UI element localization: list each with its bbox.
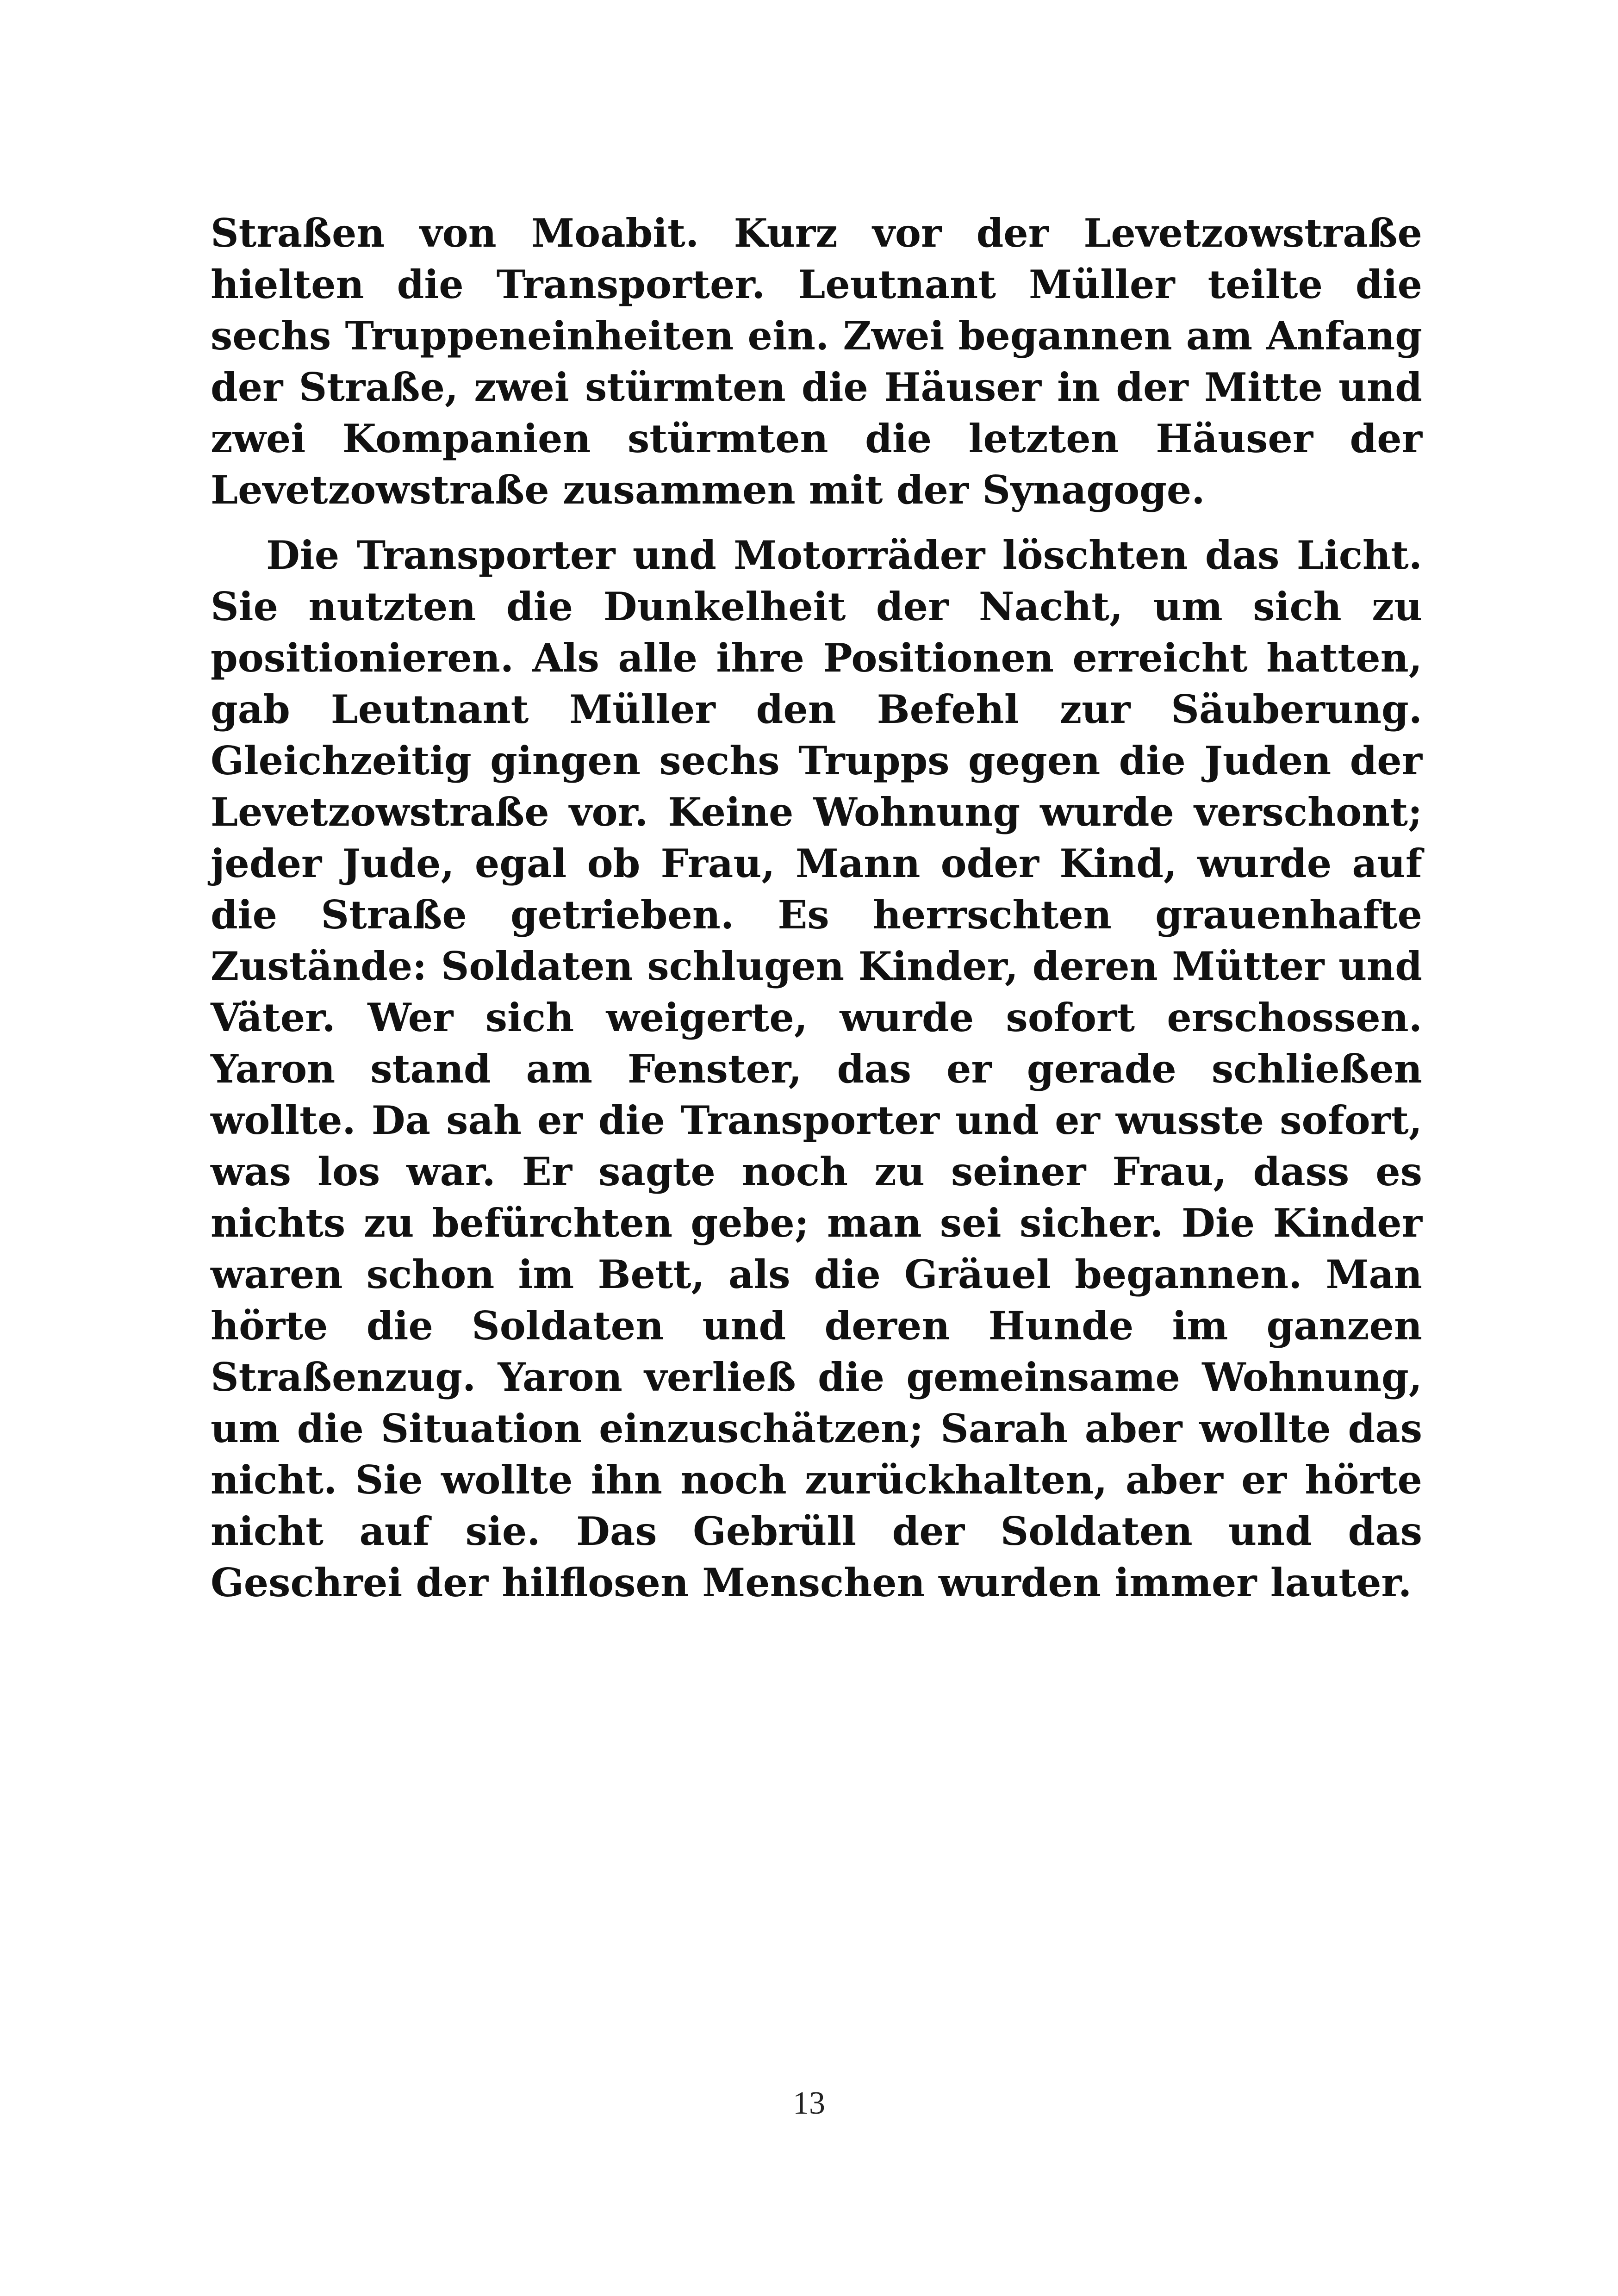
paragraph-2: Die Transporter und Motorräder löschten das Licht. Sie nutzten die Dunkelheit der Nacht, um sich zu positionieren. Als alle ihre Positionen erreicht hatten, gab Leutnant Müller den Befehl zur Säuberung. Gleichzeitig gingen sechs Trupps gegen die Juden der Levetzowstraße vor. Keine Wohnung wurde verschont; jeder Jude, egal ob Frau, Mann oder Kind, wurde auf die Straße getrieben. Es herrschten grauenhafte Zustände: Soldaten schlugen Kinder, deren Mütter und Väter. Wer sich weigerte, wurde sofort erschossen. Yaron stand am Fenster, das er gerade schließen wollte. Da sah er die Transporter und er wusste sofort, was los war. Er sagte noch zu seiner Frau, dass es nichts zu befürchten gebe; man sei sicher. Die Kinder waren schon im Bett, als die Gräuel begannen. Man hörte die Soldaten und deren Hunde im ganzen Straßenzug. Yaron verließ die gemeinsame Wohnung, um die Situation einzuschätzen; Sarah aber wollte das nicht. Sie wollte ihn noch zurückhalten, aber er hörte nicht auf sie. Das Gebrüll der Soldaten und das Geschrei der hilflosen Menschen wurden immer lauter. xyxy=(211,532,1422,1605)
body-text xyxy=(211,207,1422,1608)
paragraph-1: Straßen von Moabit. Kurz vor der Levetzowstraße hielten die Transporter. Leutnant Müller teilte die sechs Truppeneinheiten ein. Zwei begannen am Anfang der Straße, zwei stürmten die Häuser in der Mitte und zwei Kompanien stürmten die letzten Häuser der Levetzowstraße zusammen mit der Synagoge. xyxy=(211,210,1422,513)
page-number: 13 xyxy=(793,2085,825,2121)
